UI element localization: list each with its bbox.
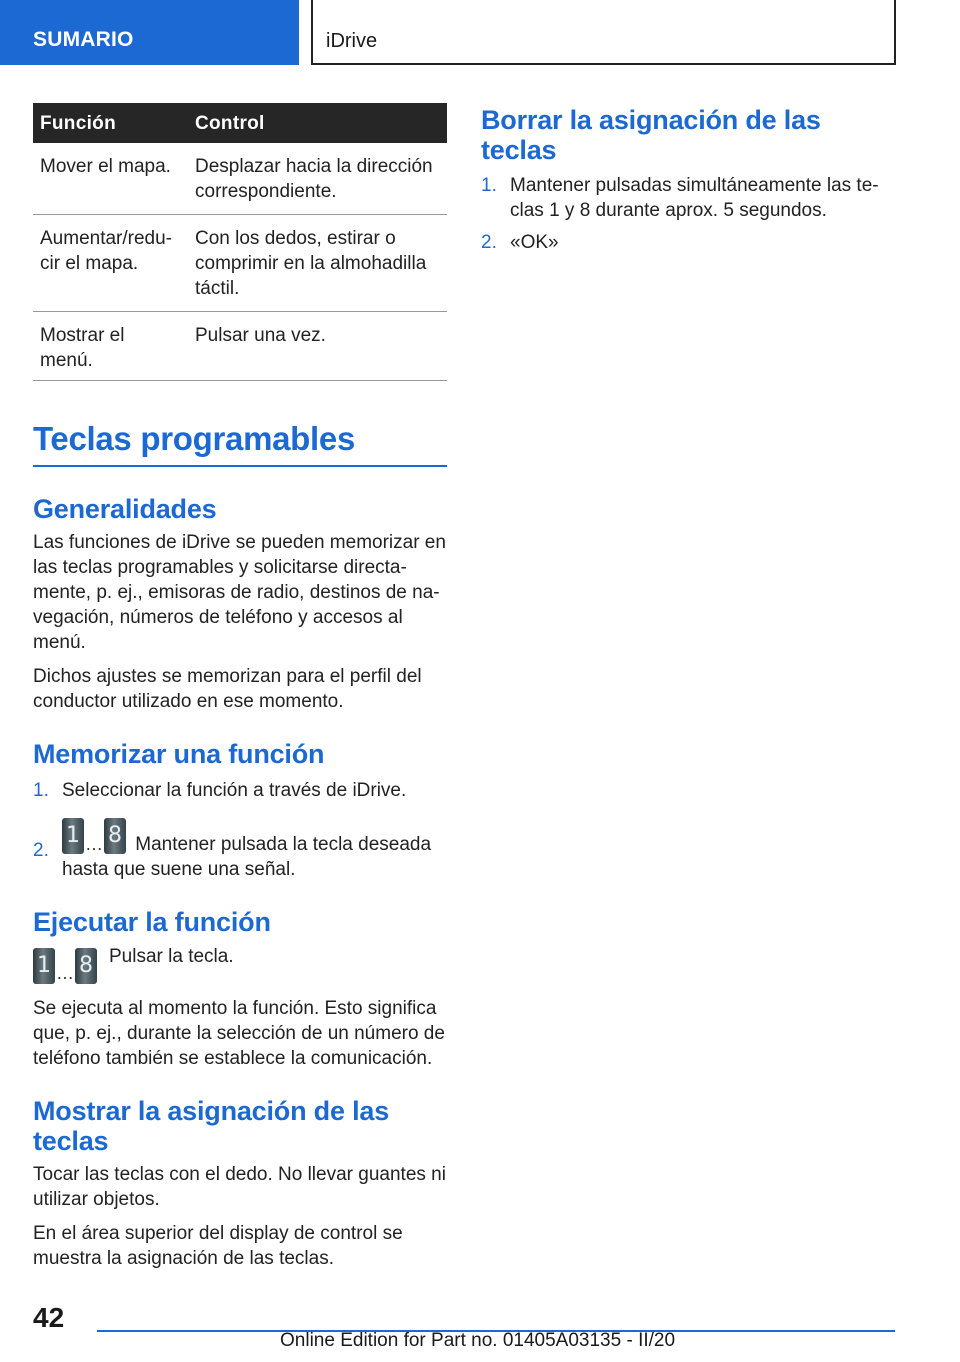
table-cell: Desplazar hacia la dirección correspondiente. bbox=[188, 143, 447, 215]
ellipsis: … bbox=[85, 834, 103, 854]
key-1-icon bbox=[33, 948, 55, 984]
memorizar-steps bbox=[33, 778, 447, 882]
key-8-icon bbox=[75, 948, 97, 984]
section-header bbox=[311, 0, 896, 65]
key-1-label: 1 bbox=[37, 953, 51, 978]
paragraph: En el área superior del display de control se muestra la asignación de las teclas. bbox=[33, 1223, 403, 1269]
right-column bbox=[481, 103, 895, 255]
table-cell: Aumentar/redu-cir el mapa. bbox=[33, 215, 188, 312]
section-title: iDrive bbox=[326, 30, 378, 52]
paragraph: Las funciones de iDrive se pueden memorizar en las teclas programables y solicitarse directa-mente, p. ej., emisoras de radio, destinos de na-vegación, números de teléfono y accesos al menú. bbox=[33, 532, 446, 653]
table-header-funcion: Función bbox=[33, 103, 188, 143]
step-text: Mantener pulsada la tecla deseada hasta que suene una señal. bbox=[62, 834, 432, 880]
table-row bbox=[33, 312, 447, 381]
function-table bbox=[33, 103, 447, 381]
heading-ejecutar: Ejecutar la función bbox=[33, 907, 271, 937]
table-cell: Pulsar una vez. bbox=[188, 312, 447, 381]
step-number: 2. bbox=[33, 840, 49, 861]
step-number: 2. bbox=[481, 232, 497, 253]
heading-borrar: Borrar la asignación de las teclas bbox=[481, 105, 821, 165]
table-cell: Con los dedos, estirar o comprimir en la almohadilla táctil. bbox=[188, 215, 447, 312]
key-8-label: 8 bbox=[79, 953, 93, 978]
key-1-label: 1 bbox=[66, 823, 80, 848]
section-title-teclas: Teclas programables bbox=[33, 419, 447, 467]
table-header-row bbox=[33, 103, 447, 143]
list-item bbox=[33, 818, 447, 882]
left-column bbox=[33, 103, 447, 1271]
paragraph: Dichos ajustes se memorizan para el perfil del conductor utilizado en ese momento. bbox=[33, 666, 422, 712]
list-item bbox=[33, 778, 447, 803]
paragraph: Pulsar la tecla. bbox=[109, 946, 234, 967]
paragraph: Se ejecuta al momento la función. Esto significa que, p. ej., durante la selección de un número de teléfono también se establece la comunicación. bbox=[33, 998, 445, 1069]
list-item bbox=[481, 230, 895, 255]
heading-memorizar: Memorizar una función bbox=[33, 739, 325, 769]
table-cell: Mover el mapa. bbox=[33, 143, 188, 215]
key-1-icon bbox=[62, 818, 84, 854]
list-item bbox=[481, 173, 895, 223]
table-cell: Mostrar el menú. bbox=[33, 312, 188, 381]
page-number: 42 bbox=[33, 1302, 65, 1333]
borrar-steps bbox=[481, 173, 895, 255]
sumario-tab[interactable]: SUMARIO bbox=[0, 0, 299, 65]
step-number: 1. bbox=[481, 175, 497, 196]
heading-generalidades: Generalidades bbox=[33, 494, 217, 524]
step-number: 1. bbox=[33, 780, 49, 801]
key-8-icon bbox=[104, 818, 126, 854]
step-text: Mantener pulsadas simultáneamente las te-clas 1 y 8 durante aprox. 5 segundos. bbox=[510, 175, 879, 221]
step-text: Seleccionar la función a través de iDrive. bbox=[62, 780, 407, 801]
heading-mostrar: Mostrar la asignación de las teclas bbox=[33, 1096, 390, 1156]
footer-edition[interactable]: Online Edition for Part no. 01405A03135 - II/20 bbox=[280, 1330, 676, 1351]
ejecutar-key-row bbox=[33, 948, 447, 984]
ellipsis: … bbox=[56, 963, 74, 983]
step-text: «OK» bbox=[510, 232, 559, 253]
key-8-label: 8 bbox=[108, 823, 122, 848]
table-row bbox=[33, 143, 447, 215]
table-row bbox=[33, 215, 447, 312]
paragraph: Tocar las teclas con el dedo. No llevar guantes ni utilizar objetos. bbox=[33, 1164, 446, 1210]
table-header-control: Control bbox=[188, 103, 447, 143]
